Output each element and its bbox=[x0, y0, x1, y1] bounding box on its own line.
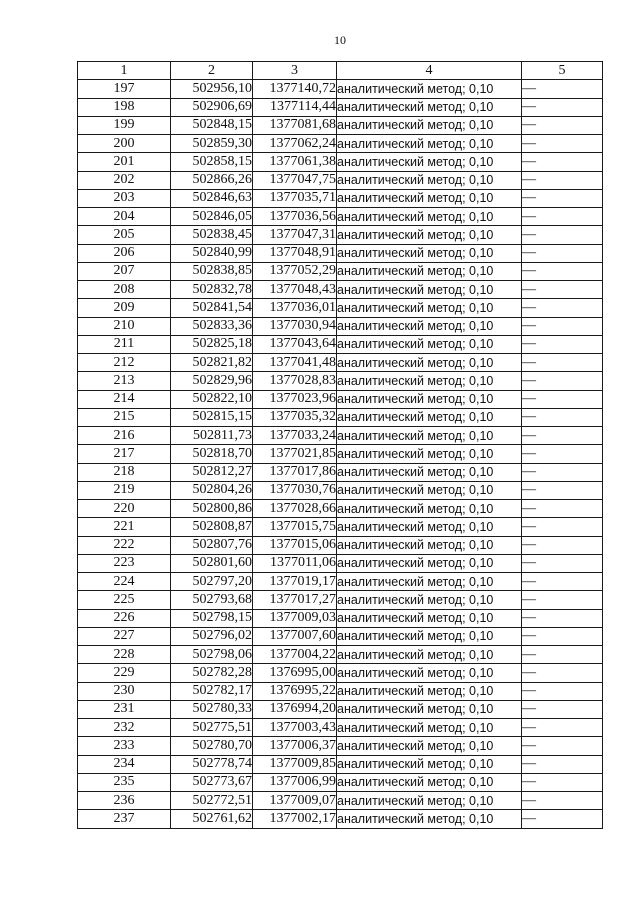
table-row bbox=[78, 335, 603, 353]
cell-point-number: 204 bbox=[78, 208, 171, 226]
table-row bbox=[78, 171, 603, 189]
table-row bbox=[78, 281, 603, 299]
cell-y-coordinate: 1377035,71 bbox=[253, 189, 337, 207]
cell-point-number: 202 bbox=[78, 171, 171, 189]
cell-point-number: 218 bbox=[78, 463, 171, 481]
cell-method: аналитический метод; 0,10 bbox=[337, 500, 522, 518]
cell-method: аналитический метод; 0,10 bbox=[337, 664, 522, 682]
cell-point-number: 236 bbox=[78, 792, 171, 810]
cell-x-coordinate: 502775,51 bbox=[171, 719, 253, 737]
table-row bbox=[78, 372, 603, 390]
column-header-x: 2 bbox=[171, 62, 253, 80]
cell-point-number: 212 bbox=[78, 354, 171, 372]
cell-y-coordinate: 1377043,64 bbox=[253, 335, 337, 353]
cell-method: аналитический метод; 0,10 bbox=[337, 244, 522, 262]
cell-method: аналитический метод; 0,10 bbox=[337, 682, 522, 700]
cell-y-coordinate: 1377003,43 bbox=[253, 719, 337, 737]
cell-method: аналитический метод; 0,10 bbox=[337, 646, 522, 664]
cell-point-number: 198 bbox=[78, 98, 171, 116]
cell-y-coordinate: 1377028,66 bbox=[253, 500, 337, 518]
cell-method: аналитический метод; 0,10 bbox=[337, 773, 522, 791]
cell-description: — bbox=[522, 755, 603, 773]
cell-method: аналитический метод; 0,10 bbox=[337, 627, 522, 645]
cell-description: — bbox=[522, 682, 603, 700]
cell-description: — bbox=[522, 463, 603, 481]
table-row bbox=[78, 226, 603, 244]
column-header-y: 3 bbox=[253, 62, 337, 80]
cell-y-coordinate: 1377114,44 bbox=[253, 98, 337, 116]
cell-description: — bbox=[522, 189, 603, 207]
table-row bbox=[78, 299, 603, 317]
cell-x-coordinate: 502798,06 bbox=[171, 646, 253, 664]
cell-method: аналитический метод; 0,10 bbox=[337, 481, 522, 499]
table-row bbox=[78, 354, 603, 372]
cell-y-coordinate: 1377015,06 bbox=[253, 536, 337, 554]
cell-x-coordinate: 502782,17 bbox=[171, 682, 253, 700]
cell-y-coordinate: 1377023,96 bbox=[253, 390, 337, 408]
table-row bbox=[78, 500, 603, 518]
cell-point-number: 207 bbox=[78, 262, 171, 280]
cell-x-coordinate: 502906,69 bbox=[171, 98, 253, 116]
cell-x-coordinate: 502822,10 bbox=[171, 390, 253, 408]
table-row bbox=[78, 445, 603, 463]
cell-x-coordinate: 502797,20 bbox=[171, 573, 253, 591]
cell-method: аналитический метод; 0,10 bbox=[337, 700, 522, 718]
cell-y-coordinate: 1377009,07 bbox=[253, 792, 337, 810]
table-row bbox=[78, 682, 603, 700]
cell-x-coordinate: 502838,85 bbox=[171, 262, 253, 280]
cell-description: — bbox=[522, 354, 603, 372]
table-row bbox=[78, 737, 603, 755]
cell-description: — bbox=[522, 281, 603, 299]
cell-method: аналитический метод; 0,10 bbox=[337, 609, 522, 627]
table-row bbox=[78, 719, 603, 737]
cell-x-coordinate: 502866,26 bbox=[171, 171, 253, 189]
cell-x-coordinate: 502829,96 bbox=[171, 372, 253, 390]
cell-y-coordinate: 1377036,01 bbox=[253, 299, 337, 317]
cell-description: — bbox=[522, 810, 603, 828]
cell-point-number: 205 bbox=[78, 226, 171, 244]
cell-y-coordinate: 1377033,24 bbox=[253, 427, 337, 445]
cell-method: аналитический метод; 0,10 bbox=[337, 317, 522, 335]
cell-description: — bbox=[522, 171, 603, 189]
cell-method: аналитический метод; 0,10 bbox=[337, 554, 522, 572]
cell-method: аналитический метод; 0,10 bbox=[337, 536, 522, 554]
cell-point-number: 225 bbox=[78, 591, 171, 609]
cell-point-number: 206 bbox=[78, 244, 171, 262]
table-row bbox=[78, 755, 603, 773]
cell-method: аналитический метод; 0,10 bbox=[337, 226, 522, 244]
cell-point-number: 226 bbox=[78, 609, 171, 627]
cell-point-number: 219 bbox=[78, 481, 171, 499]
cell-method: аналитический метод; 0,10 bbox=[337, 810, 522, 828]
cell-x-coordinate: 502848,15 bbox=[171, 116, 253, 134]
cell-y-coordinate: 1377019,17 bbox=[253, 573, 337, 591]
cell-x-coordinate: 502815,15 bbox=[171, 408, 253, 426]
cell-method: аналитический метод; 0,10 bbox=[337, 135, 522, 153]
cell-description: — bbox=[522, 80, 603, 98]
cell-x-coordinate: 502846,05 bbox=[171, 208, 253, 226]
cell-point-number: 211 bbox=[78, 335, 171, 353]
cell-point-number: 197 bbox=[78, 80, 171, 98]
cell-x-coordinate: 502798,15 bbox=[171, 609, 253, 627]
cell-description: — bbox=[522, 591, 603, 609]
cell-point-number: 221 bbox=[78, 518, 171, 536]
cell-point-number: 220 bbox=[78, 500, 171, 518]
column-header-point-number: 1 bbox=[78, 62, 171, 80]
cell-description: — bbox=[522, 244, 603, 262]
cell-point-number: 208 bbox=[78, 281, 171, 299]
table-row bbox=[78, 646, 603, 664]
cell-point-number: 203 bbox=[78, 189, 171, 207]
cell-description: — bbox=[522, 116, 603, 134]
cell-y-coordinate: 1377036,56 bbox=[253, 208, 337, 226]
cell-x-coordinate: 502804,26 bbox=[171, 481, 253, 499]
cell-x-coordinate: 502761,62 bbox=[171, 810, 253, 828]
cell-y-coordinate: 1377030,94 bbox=[253, 317, 337, 335]
cell-description: — bbox=[522, 518, 603, 536]
table-row bbox=[78, 189, 603, 207]
cell-point-number: 230 bbox=[78, 682, 171, 700]
cell-method: аналитический метод; 0,10 bbox=[337, 80, 522, 98]
cell-y-coordinate: 1376994,20 bbox=[253, 700, 337, 718]
cell-x-coordinate: 502858,15 bbox=[171, 153, 253, 171]
column-header-description: 5 bbox=[522, 62, 603, 80]
cell-method: аналитический метод; 0,10 bbox=[337, 354, 522, 372]
cell-description: — bbox=[522, 445, 603, 463]
cell-point-number: 237 bbox=[78, 810, 171, 828]
cell-x-coordinate: 502825,18 bbox=[171, 335, 253, 353]
cell-description: — bbox=[522, 627, 603, 645]
cell-y-coordinate: 1377002,17 bbox=[253, 810, 337, 828]
cell-description: — bbox=[522, 554, 603, 572]
cell-method: аналитический метод; 0,10 bbox=[337, 518, 522, 536]
table-row bbox=[78, 80, 603, 98]
cell-method: аналитический метод; 0,10 bbox=[337, 372, 522, 390]
cell-x-coordinate: 502812,27 bbox=[171, 463, 253, 481]
cell-point-number: 213 bbox=[78, 372, 171, 390]
table-row bbox=[78, 518, 603, 536]
cell-x-coordinate: 502832,78 bbox=[171, 281, 253, 299]
cell-point-number: 231 bbox=[78, 700, 171, 718]
table-row bbox=[78, 463, 603, 481]
cell-y-coordinate: 1377047,31 bbox=[253, 226, 337, 244]
cell-y-coordinate: 1377009,85 bbox=[253, 755, 337, 773]
cell-description: — bbox=[522, 700, 603, 718]
cell-point-number: 222 bbox=[78, 536, 171, 554]
cell-description: — bbox=[522, 262, 603, 280]
cell-y-coordinate: 1377006,37 bbox=[253, 737, 337, 755]
table-row bbox=[78, 773, 603, 791]
page-number: 10 bbox=[334, 33, 346, 47]
cell-point-number: 235 bbox=[78, 773, 171, 791]
cell-y-coordinate: 1377035,32 bbox=[253, 408, 337, 426]
cell-x-coordinate: 502808,87 bbox=[171, 518, 253, 536]
table-row bbox=[78, 609, 603, 627]
cell-method: аналитический метод; 0,10 bbox=[337, 427, 522, 445]
table-row bbox=[78, 627, 603, 645]
cell-x-coordinate: 502773,67 bbox=[171, 773, 253, 791]
cell-point-number: 209 bbox=[78, 299, 171, 317]
cell-x-coordinate: 502859,30 bbox=[171, 135, 253, 153]
cell-point-number: 229 bbox=[78, 664, 171, 682]
cell-description: — bbox=[522, 208, 603, 226]
cell-y-coordinate: 1377041,48 bbox=[253, 354, 337, 372]
cell-method: аналитический метод; 0,10 bbox=[337, 719, 522, 737]
cell-y-coordinate: 1377030,76 bbox=[253, 481, 337, 499]
cell-y-coordinate: 1377048,91 bbox=[253, 244, 337, 262]
cell-point-number: 200 bbox=[78, 135, 171, 153]
table-row bbox=[78, 700, 603, 718]
table-row bbox=[78, 408, 603, 426]
cell-x-coordinate: 502811,73 bbox=[171, 427, 253, 445]
cell-description: — bbox=[522, 335, 603, 353]
cell-point-number: 232 bbox=[78, 719, 171, 737]
cell-description: — bbox=[522, 135, 603, 153]
cell-y-coordinate: 1377028,83 bbox=[253, 372, 337, 390]
cell-y-coordinate: 1377047,75 bbox=[253, 171, 337, 189]
table-row bbox=[78, 481, 603, 499]
cell-description: — bbox=[522, 500, 603, 518]
cell-method: аналитический метод; 0,10 bbox=[337, 755, 522, 773]
table-row bbox=[78, 536, 603, 554]
table-header-row bbox=[78, 62, 603, 80]
cell-y-coordinate: 1377006,99 bbox=[253, 773, 337, 791]
cell-description: — bbox=[522, 481, 603, 499]
cell-method: аналитический метод; 0,10 bbox=[337, 408, 522, 426]
cell-y-coordinate: 1377011,06 bbox=[253, 554, 337, 572]
cell-y-coordinate: 1377015,75 bbox=[253, 518, 337, 536]
cell-description: — bbox=[522, 427, 603, 445]
cell-point-number: 234 bbox=[78, 755, 171, 773]
cell-method: аналитический метод; 0,10 bbox=[337, 98, 522, 116]
cell-y-coordinate: 1377048,43 bbox=[253, 281, 337, 299]
cell-point-number: 199 bbox=[78, 116, 171, 134]
cell-description: — bbox=[522, 664, 603, 682]
table-row bbox=[78, 792, 603, 810]
cell-description: — bbox=[522, 226, 603, 244]
cell-x-coordinate: 502807,76 bbox=[171, 536, 253, 554]
cell-method: аналитический метод; 0,10 bbox=[337, 792, 522, 810]
table-row bbox=[78, 135, 603, 153]
cell-point-number: 217 bbox=[78, 445, 171, 463]
cell-description: — bbox=[522, 737, 603, 755]
cell-method: аналитический метод; 0,10 bbox=[337, 390, 522, 408]
table-row bbox=[78, 116, 603, 134]
table-row bbox=[78, 664, 603, 682]
table-row bbox=[78, 153, 603, 171]
column-header-method: 4 bbox=[337, 62, 522, 80]
cell-y-coordinate: 1377007,60 bbox=[253, 627, 337, 645]
cell-description: — bbox=[522, 646, 603, 664]
cell-point-number: 223 bbox=[78, 554, 171, 572]
cell-description: — bbox=[522, 372, 603, 390]
cell-method: аналитический метод; 0,10 bbox=[337, 153, 522, 171]
cell-method: аналитический метод; 0,10 bbox=[337, 189, 522, 207]
cell-point-number: 216 bbox=[78, 427, 171, 445]
cell-x-coordinate: 502956,10 bbox=[171, 80, 253, 98]
cell-point-number: 214 bbox=[78, 390, 171, 408]
cell-method: аналитический метод; 0,10 bbox=[337, 171, 522, 189]
cell-x-coordinate: 502796,02 bbox=[171, 627, 253, 645]
cell-y-coordinate: 1377140,72 bbox=[253, 80, 337, 98]
cell-x-coordinate: 502821,82 bbox=[171, 354, 253, 372]
cell-x-coordinate: 502793,68 bbox=[171, 591, 253, 609]
cell-method: аналитический метод; 0,10 bbox=[337, 573, 522, 591]
cell-y-coordinate: 1377009,03 bbox=[253, 609, 337, 627]
cell-point-number: 233 bbox=[78, 737, 171, 755]
cell-method: аналитический метод; 0,10 bbox=[337, 281, 522, 299]
cell-y-coordinate: 1377052,29 bbox=[253, 262, 337, 280]
cell-point-number: 210 bbox=[78, 317, 171, 335]
cell-description: — bbox=[522, 390, 603, 408]
cell-method: аналитический метод; 0,10 bbox=[337, 445, 522, 463]
cell-description: — bbox=[522, 573, 603, 591]
cell-point-number: 224 bbox=[78, 573, 171, 591]
cell-y-coordinate: 1376995,00 bbox=[253, 664, 337, 682]
cell-description: — bbox=[522, 408, 603, 426]
table-body bbox=[78, 80, 603, 828]
table-row bbox=[78, 591, 603, 609]
table-row bbox=[78, 244, 603, 262]
table-row bbox=[78, 262, 603, 280]
cell-method: аналитический метод; 0,10 bbox=[337, 299, 522, 317]
cell-x-coordinate: 502800,86 bbox=[171, 500, 253, 518]
cell-x-coordinate: 502841,54 bbox=[171, 299, 253, 317]
cell-description: — bbox=[522, 609, 603, 627]
cell-method: аналитический метод; 0,10 bbox=[337, 463, 522, 481]
cell-x-coordinate: 502801,60 bbox=[171, 554, 253, 572]
cell-method: аналитический метод; 0,10 bbox=[337, 208, 522, 226]
table-row bbox=[78, 554, 603, 572]
cell-x-coordinate: 502840,99 bbox=[171, 244, 253, 262]
cell-x-coordinate: 502782,28 bbox=[171, 664, 253, 682]
cell-x-coordinate: 502780,70 bbox=[171, 737, 253, 755]
cell-x-coordinate: 502778,74 bbox=[171, 755, 253, 773]
table-row bbox=[78, 317, 603, 335]
cell-y-coordinate: 1377081,68 bbox=[253, 116, 337, 134]
table-row bbox=[78, 427, 603, 445]
cell-y-coordinate: 1377017,27 bbox=[253, 591, 337, 609]
cell-x-coordinate: 502846,63 bbox=[171, 189, 253, 207]
cell-description: — bbox=[522, 98, 603, 116]
cell-x-coordinate: 502818,70 bbox=[171, 445, 253, 463]
cell-point-number: 228 bbox=[78, 646, 171, 664]
table-row bbox=[78, 390, 603, 408]
table-row bbox=[78, 98, 603, 116]
cell-method: аналитический метод; 0,10 bbox=[337, 116, 522, 134]
cell-description: — bbox=[522, 719, 603, 737]
cell-point-number: 227 bbox=[78, 627, 171, 645]
cell-x-coordinate: 502833,36 bbox=[171, 317, 253, 335]
cell-x-coordinate: 502780,33 bbox=[171, 700, 253, 718]
cell-y-coordinate: 1376995,22 bbox=[253, 682, 337, 700]
cell-x-coordinate: 502772,51 bbox=[171, 792, 253, 810]
cell-description: — bbox=[522, 792, 603, 810]
cell-method: аналитический метод; 0,10 bbox=[337, 335, 522, 353]
cell-y-coordinate: 1377021,85 bbox=[253, 445, 337, 463]
cell-description: — bbox=[522, 317, 603, 335]
table-row bbox=[78, 810, 603, 828]
cell-method: аналитический метод; 0,10 bbox=[337, 262, 522, 280]
cell-point-number: 201 bbox=[78, 153, 171, 171]
cell-description: — bbox=[522, 773, 603, 791]
cell-y-coordinate: 1377062,24 bbox=[253, 135, 337, 153]
cell-method: аналитический метод; 0,10 bbox=[337, 737, 522, 755]
cell-y-coordinate: 1377017,86 bbox=[253, 463, 337, 481]
cell-point-number: 215 bbox=[78, 408, 171, 426]
table-row bbox=[78, 573, 603, 591]
cell-y-coordinate: 1377061,38 bbox=[253, 153, 337, 171]
cell-description: — bbox=[522, 299, 603, 317]
cell-description: — bbox=[522, 536, 603, 554]
table-row bbox=[78, 208, 603, 226]
cell-method: аналитический метод; 0,10 bbox=[337, 591, 522, 609]
cell-x-coordinate: 502838,45 bbox=[171, 226, 253, 244]
cell-y-coordinate: 1377004,22 bbox=[253, 646, 337, 664]
coordinates-table bbox=[77, 61, 603, 829]
cell-description: — bbox=[522, 153, 603, 171]
